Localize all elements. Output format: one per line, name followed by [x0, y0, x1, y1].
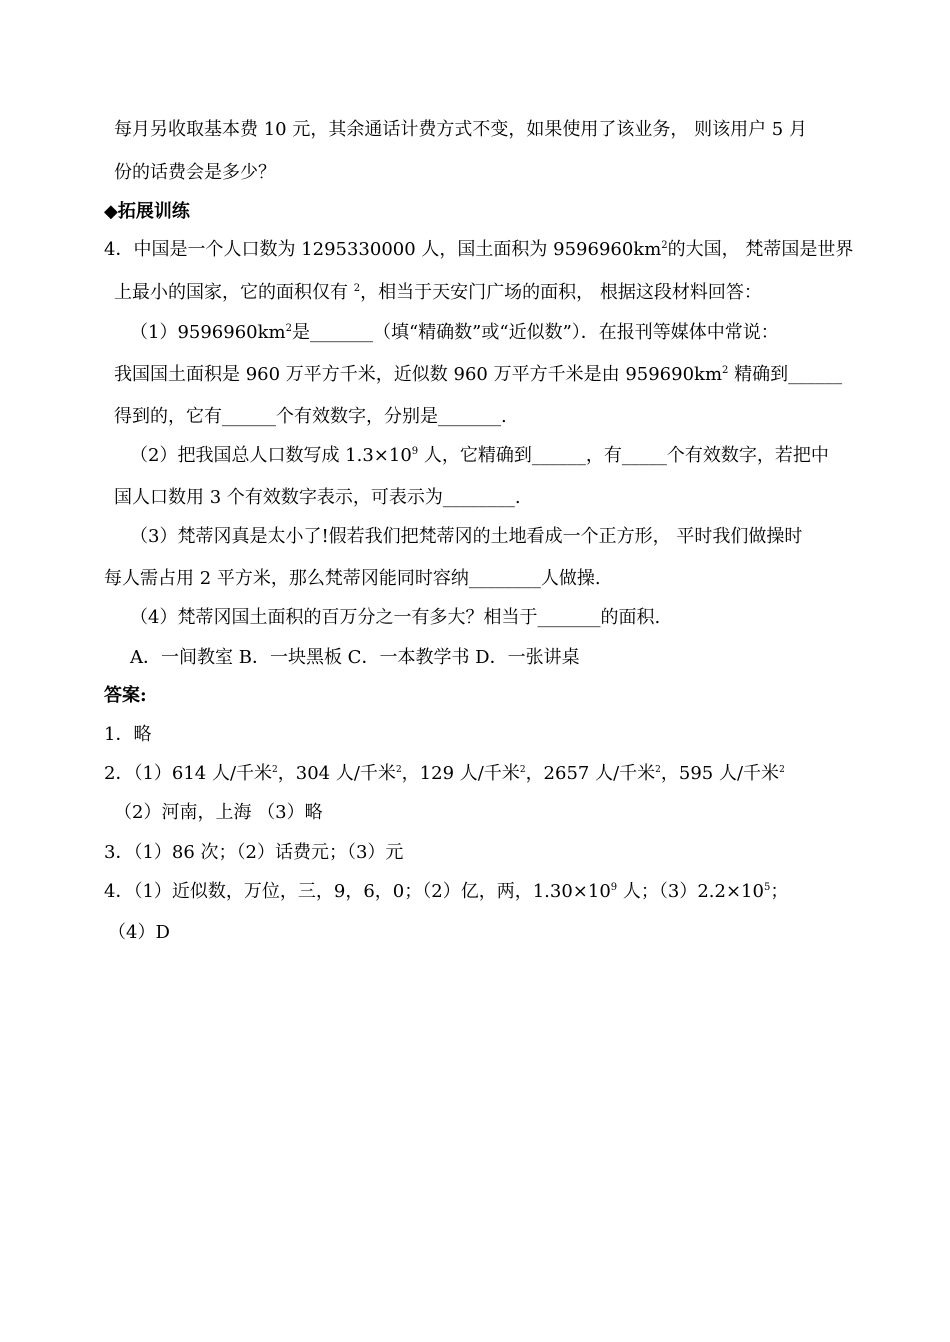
q4-text: 精确到______ [728, 364, 843, 385]
answer-text: 4．（1）近似数，万位，三，9，6，0；（2）亿，两，1.30×10 [104, 881, 611, 902]
superscript: 2 [779, 765, 785, 775]
q4-part-3-line-2: 每人需占用 2 平方米，那么梵蒂冈能同时容纳________人做操. [104, 568, 601, 589]
q4-text: 4．中国是一个人口数为 1295330000 人，国土面积为 9596960km [104, 239, 662, 260]
superscript: 2 [519, 765, 526, 775]
superscript: 5 [763, 882, 771, 893]
q4-options: A．一间教室 B．一块黑板 C．一本教学书 D．一张讲桌 [130, 647, 580, 668]
q4-part-1-line-2 [114, 363, 842, 387]
section-heading: ◆拓展训练 [104, 201, 190, 222]
q4-text: 的大国， 梵蒂国是世界 [667, 239, 854, 260]
superscript: 2 [661, 240, 668, 251]
answer-2-line-1 [104, 762, 785, 786]
intro-line-2: 份的话费会是多少？ [114, 162, 276, 183]
q4-line-1 [104, 238, 853, 262]
superscript: 2 [722, 365, 729, 376]
answer-text: ，595 人/千米 [660, 763, 780, 784]
q4-part-3-line-1: （3）梵蒂冈真是太小了!假若我们把梵蒂冈的土地看成一个正方形， 平时我们做操时 [130, 526, 803, 547]
answers-heading: 答案: [104, 685, 147, 706]
q4-part-1-line-3: 得到的，它有______个有效数字，分别是_______. [114, 406, 507, 427]
q4-text: 人，它精确到______，有_____个有效数字，若把中 [418, 445, 829, 466]
superscript: 2 [272, 765, 278, 775]
answer-3: 3．（1）86 次；（2）话费元；（3）元 [104, 842, 404, 863]
answer-text: ，2657 人/千米 [525, 763, 656, 784]
answer-4-line-2: （4）D [108, 922, 170, 943]
q4-part-1-line-1 [130, 321, 779, 345]
q4-part-2-line-1 [130, 444, 829, 468]
q4-text: 我国国土面积是 960 万平方千米，近似数 960 万平方千米是由 959690km [114, 364, 723, 385]
answer-text: ，129 人/千米 [401, 763, 520, 784]
answer-4-line-1 [104, 880, 788, 904]
answer-text: ； [770, 881, 789, 902]
q4-line-2 [114, 281, 762, 305]
superscript: 9 [610, 882, 618, 893]
intro-line-1: 每月另收取基本费 10 元，其余通话计费方式不变，如果使用了该业务， 则该用户 5 月 [114, 119, 807, 140]
answer-text: ，304 人/千米 [277, 763, 396, 784]
answer-text: 人；（3）2.2×10 [617, 881, 764, 902]
q4-text: （1）9596960km [130, 322, 286, 343]
q4-text: （2）把我国总人口数写成 1.3×10 [130, 445, 412, 466]
superscript: 2 [655, 765, 661, 775]
answer-2-line-2: （2）河南，上海 （3）略 [114, 802, 323, 823]
superscript: 2 [395, 765, 402, 775]
superscript: 2 [353, 283, 361, 294]
answer-text: 2．（1）614 人/千米 [104, 763, 273, 784]
q4-text: 上最小的国家，它的面积仅有 [114, 282, 354, 303]
q4-part-2-line-2: 国人口数用 3 个有效数字表示，可表示为________. [114, 487, 521, 508]
q4-text: ，相当于天安门广场的面积， 根据这段材料回答： [360, 282, 762, 303]
answer-1: 1．略 [104, 724, 152, 745]
q4-text: 是_______（填“精确数”或“近似数”）．在报刊等媒体中常说： [291, 322, 779, 343]
superscript: 9 [411, 446, 419, 457]
superscript: 2 [285, 323, 292, 334]
q4-part-4-line-1: （4）梵蒂冈国土面积的百万分之一有多大？相当于_______的面积. [130, 607, 661, 628]
